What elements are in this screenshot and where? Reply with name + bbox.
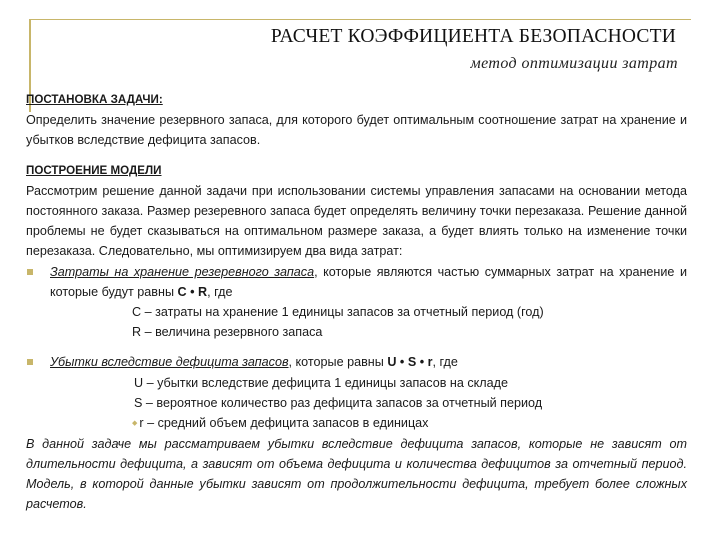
task-heading: ПОСТАНОВКА ЗАДАЧИ:	[26, 93, 163, 106]
shortage-losses-term: Убытки вследствие дефицита запасов	[50, 355, 289, 370]
conclusion-text: В данной задаче мы рассматриваем убытки вследствие дефицита запасов, которые не зависят от длительности дефицита, а зависят от объема дефицита и количества дефицитов за отчетный период. Модель, в которой данные убытки зависят от продолжительности дефицита, требует более сложных расчетов.	[26, 436, 687, 512]
definition-r: R – величина резервного запаса	[132, 325, 323, 340]
bullet-square-icon	[27, 269, 33, 275]
task-text: Определить значение резервного запаса, для которого будет оптимальным соотношение затрат на хранение и убытков вследствие дефицита запасов.	[26, 113, 687, 148]
definition-small-r	[26, 413, 687, 434]
shortage-losses-text: , которые равны	[288, 355, 388, 370]
bullet-shortage-losses	[26, 352, 687, 372]
page-title: РАСЧЕТ КОЭФФИЦИЕНТА БЕЗОПАСНОСТИ	[270, 26, 676, 47]
frame-horizontal-line	[29, 19, 691, 20]
slide-content	[26, 90, 687, 515]
holding-costs-text: , которые являются частью суммарных затрат на хранение и которые будут равны	[50, 264, 687, 299]
holding-costs-term: Затраты на хранение резеревного запаса	[50, 264, 315, 279]
holding-costs-formula: C • R	[177, 284, 208, 299]
holding-costs-where: , где	[207, 284, 233, 299]
definition-u: U – убытки вследствие дефицита 1 единицы запасов на складе	[134, 375, 509, 390]
page-subtitle: метод оптимизации затрат	[470, 55, 678, 72]
shortage-losses-formula: U • S • r	[387, 355, 433, 370]
model-intro: Рассмотрим решение данной задачи при использовании системы управления запасами на основании метода постоянного заказа. Размер резеревного запаса будет определять величину точки перезаказа. Решение данной проблемы не будет сказываться на оптимальном размере заказа, а будет влиять только на изменение точки перезаказа. Следовательно, мы оптимизируем два вида затрат:	[26, 183, 687, 259]
model-heading: ПОСТРОЕНИЕ МОДЕЛИ	[26, 163, 162, 177]
definition-c: C – затраты на хранение 1 единицы запасов за отчетный период (год)	[132, 305, 544, 320]
definition-s: S – вероятное количество раз дефицита запасов за отчетный период	[134, 395, 543, 410]
shortage-losses-where: , где	[432, 355, 458, 370]
definition-small-r-text: r – средний объем дефицита запасов в единицах	[139, 416, 429, 431]
sub-bullet-icon: ◆	[132, 419, 138, 427]
bullet-holding-costs	[26, 262, 687, 302]
bullet-square-icon	[27, 359, 33, 365]
